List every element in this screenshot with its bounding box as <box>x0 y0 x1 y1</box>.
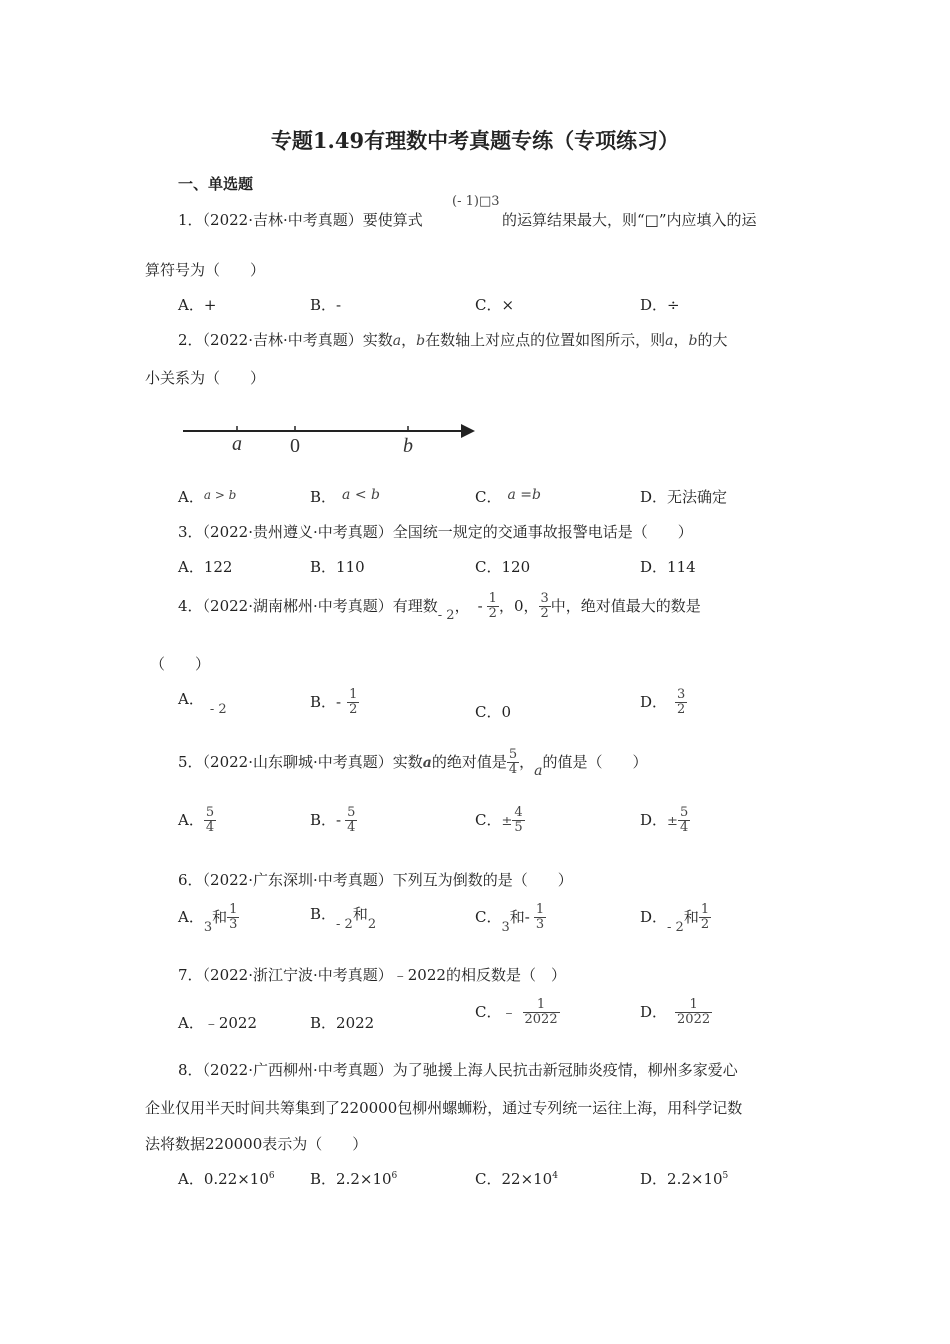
question-6-option-c[interactable]: C．3和- $\frac{1}{3}$ <box>475 902 545 935</box>
question-6-option-d[interactable]: D．- 2和 $\frac{1}{2}$ <box>640 902 710 935</box>
number-line-figure <box>175 418 485 460</box>
question-3-option-c[interactable]: C．120 <box>475 558 531 576</box>
question-1-stem-end: 算符号为（ ） <box>145 261 266 279</box>
question-1-option-c[interactable]: C．× <box>475 296 515 314</box>
question-1-option-a[interactable]: A．+ <box>178 296 217 314</box>
question-4-option-b[interactable]: B．- $\frac{1}{2}$ <box>310 687 358 718</box>
question-7-stem: 7．（2022·浙江宁波·中考真题）﹣2022的相反数是（ ） <box>178 966 566 984</box>
question-5-option-c[interactable]: C．± $\frac{4}{5}$ <box>475 805 523 836</box>
question-1-stem: 1．（2022·吉林·中考真题）要使算式 <box>178 211 423 229</box>
question-1-stem-cont: 的运算结果最大，则“□”内应填入的运 <box>502 211 757 229</box>
question-8-option-a[interactable]: A．$0.22\times 10^6$ <box>178 1170 275 1188</box>
question-1-expression: (- 1)□3 <box>452 194 500 209</box>
question-2-stem: 2．（2022·吉林·中考真题）实数a，b在数轴上对应点的位置如图所示，则a，b的大 <box>178 331 728 349</box>
section-heading: 一、单选题 <box>178 175 254 193</box>
question-8-stem-line2: 企业仅用半天时间共筹集到了220000包柳州螺蛳粉，通过专列统一运往上海，用科学记数 <box>145 1099 743 1117</box>
question-5-stem: 5．（2022·山东聊城·中考真题）实数a的绝对值是 $\frac{5}{4}$ ，a的值是（ ） <box>178 747 648 779</box>
question-7-option-c[interactable]: C．﹣ $\frac{1}{2022}$ <box>475 997 558 1028</box>
question-6-option-a[interactable]: A．3和 $\frac{1}{3}$ <box>178 902 238 935</box>
question-4-option-c[interactable]: C．0 <box>475 703 512 721</box>
question-7-option-b[interactable]: B．2022 <box>310 1014 375 1032</box>
question-4-stem: 4．（2022·湖南郴州·中考真题）有理数- 2， - $\frac{1}{2}$ ，0， $\frac{3}{2}$ 中，绝对值最大的数是 <box>178 591 701 623</box>
question-1-option-d[interactable]: D．÷ <box>640 296 680 314</box>
question-3-option-b[interactable]: B．110 <box>310 558 365 576</box>
question-3-option-a[interactable]: A．122 <box>178 558 233 576</box>
label-zero: 0 <box>290 435 300 457</box>
question-2-option-d[interactable]: D．无法确定 <box>640 488 728 506</box>
question-2-option-a[interactable]: A．$^{a > b}$ <box>178 488 237 506</box>
question-5-option-d[interactable]: D．± $\frac{5}{4}$ <box>640 805 689 836</box>
question-2-option-b[interactable]: B． a < b <box>310 487 380 506</box>
question-4-option-d[interactable]: D． $\frac{3}{2}$ <box>640 687 686 718</box>
question-8-stem-line3: 法将数据220000表示为（ ） <box>145 1135 368 1153</box>
question-2-option-c[interactable]: C． a =b <box>475 487 541 506</box>
question-6-option-b[interactable]: B．- 2和2 <box>310 905 377 932</box>
question-4-option-a[interactable]: A．- 2 <box>178 690 227 717</box>
question-5-option-a[interactable]: A． $\frac{5}{4}$ <box>178 805 215 836</box>
label-a: a <box>232 433 242 455</box>
question-1-option-b[interactable]: B．- <box>310 296 342 314</box>
question-2-stem-end: 小关系为（ ） <box>145 369 266 387</box>
question-7-option-a[interactable]: A．﹣2022 <box>178 1014 258 1032</box>
page-title: 专题1.49有理数中考真题专练（专项练习） <box>270 128 680 153</box>
question-5-option-b[interactable]: B．- $\frac{5}{4}$ <box>310 805 356 836</box>
question-3-option-d[interactable]: D．114 <box>640 558 696 576</box>
question-3-stem: 3．（2022·贵州遵义·中考真题）全国统一规定的交通事故报警电话是（ ） <box>178 523 693 541</box>
question-8-option-d[interactable]: D．$2.2\times 10^5$ <box>640 1170 729 1188</box>
question-8-option-c[interactable]: C．$22\times 10^4$ <box>475 1170 558 1188</box>
number-line-arrow <box>461 424 475 438</box>
question-8-option-b[interactable]: B．$2.2\times 10^6$ <box>310 1170 398 1188</box>
question-6-stem: 6．（2022·广东深圳·中考真题）下列互为倒数的是（ ） <box>178 871 573 889</box>
question-8-stem: 8．（2022·广西柳州·中考真题）为了驰援上海人民抗击新冠肺炎疫情，柳州多家爱心 <box>178 1061 738 1079</box>
label-b: b <box>403 435 413 457</box>
question-7-option-d[interactable]: D． $\frac{1}{2022}$ <box>640 997 711 1028</box>
question-4-stem-end: （ ） <box>150 655 211 673</box>
